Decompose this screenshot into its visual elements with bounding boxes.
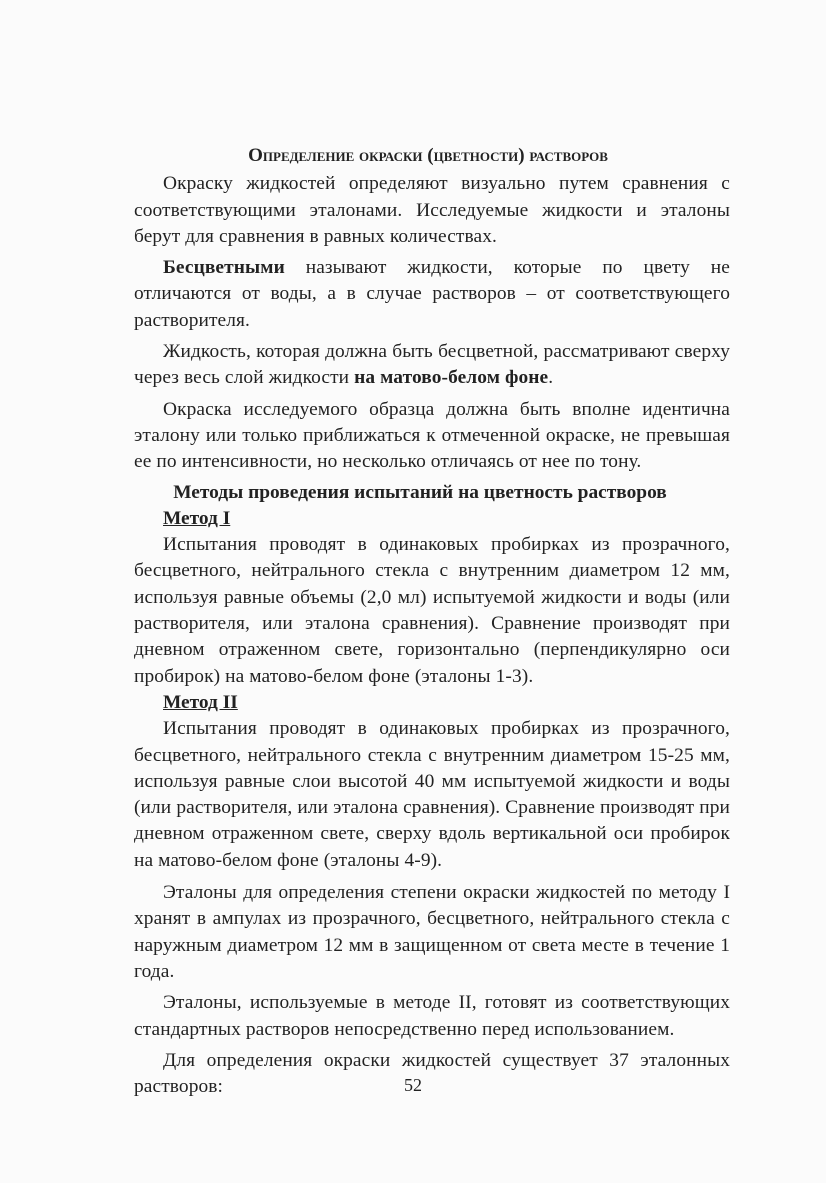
closing-paragraph-3: Для определения окраски жидкостей существует 37 эталонных растворов:: [134, 1049, 730, 1098]
term-matte-white-background: на матово-белом фоне: [354, 367, 549, 389]
method-1-heading: Метод I: [163, 507, 231, 529]
section-title: Определение окраски (цветности) растворов: [248, 145, 608, 166]
method-2-heading: Метод II: [163, 691, 238, 713]
intro-paragraph-3: [134, 339, 730, 392]
method-2-paragraph: Испытания проводят в одинаковых пробирках из прозрачного, бесцветного, нейтрального стекла с внутренним диаметром 15-25 мм, используя равные слои высотой 40 мм испытуемой жидкости и воды (или растворителя, или эталона сравнения). Сравнение производят при дневном отраженном свете, сверху вдоль вертикальной оси пробирок на матово-белом фоне (эталоны 4-9).: [134, 718, 730, 871]
term-colorless: Бесцветными: [163, 257, 285, 279]
method-1-paragraph: Испытания проводят в одинаковых пробирках из прозрачного, бесцветного, нейтрального стекла с внутренним диаметром 12 мм, используя равные объемы (2,0 мл) испытуемой жидкости и воды (или растворителя, или эталона сравнения). Сравнение производят при дневном отраженном свете, горизонтально (перпендикулярно оси пробирок) на матово-белом фоне (эталоны 1-3).: [134, 534, 730, 687]
intro-paragraph-4: Окраска исследуемого образца должна быть вполне идентична эталону или только приближаться к отмеченной окраске, не превышая ее по интенсивности, но несколько отличаясь от нее по тону.: [134, 398, 730, 473]
page-number: 52: [404, 1075, 422, 1095]
intro-paragraph-2-text: называют жидкости, которые по цвету не отличаются от воды, а в случае растворов – от соответствующего растворителя.: [134, 257, 730, 331]
methods-subtitle: Методы проведения испытаний на цветность растворов: [173, 481, 667, 503]
page-content: [134, 143, 730, 1100]
intro-paragraph-3-text: Жидкость, которая должна быть бесцветной, рассматривают сверху через весь слой жидкости: [134, 341, 730, 389]
intro-paragraph-3-end: .: [548, 367, 554, 389]
closing-paragraph-1: Эталоны для определения степени окраски жидкостей по методу I хранят в ампулах из прозрачного, бесцветного, нейтрального стекла с наружным диаметром 12 мм в защищенном от света месте в течение 1 года.: [134, 882, 730, 982]
intro-paragraph-1: Окраску жидкостей определяют визуально путем сравнения с соответствующими эталонами. Исследуемые жидкости и эталоны берут для сравнения в равных количествах.: [134, 173, 730, 247]
intro-paragraph-2: [134, 255, 730, 334]
closing-paragraph-2: Эталоны, используемые в методе II, готовят из соответствующих стандартных растворов непосредственно перед использованием.: [134, 992, 730, 1040]
